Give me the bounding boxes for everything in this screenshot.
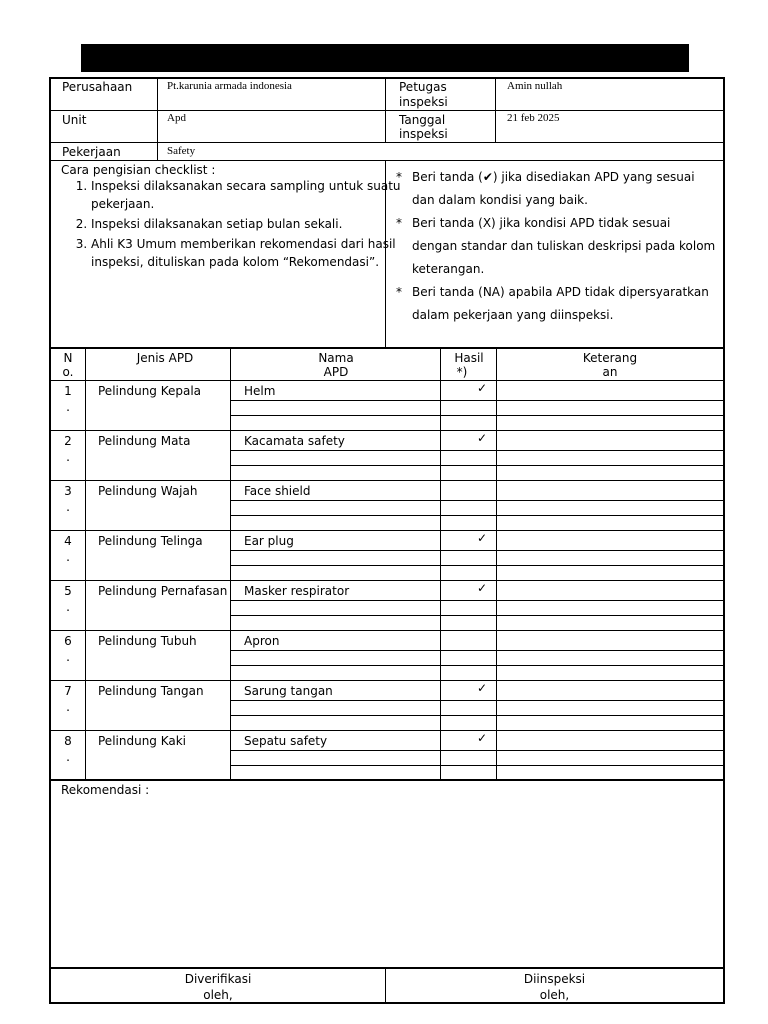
nama-apd-cell: Apron	[244, 634, 280, 648]
marking-legend	[396, 166, 716, 327]
jenis-apd-cell: Pelindung Tangan	[98, 684, 204, 698]
diverifikasi-line2: oleh,	[203, 988, 233, 1002]
petugas-value: Amin nullah	[507, 80, 563, 92]
row-number-dot: .	[66, 700, 70, 714]
col-jenis-header: Jenis APD	[136, 351, 194, 365]
nama-apd-cell: Sepatu safety	[244, 734, 328, 748]
rekomendasi-label: Rekomendasi :	[61, 783, 150, 797]
perusahaan-label: Perusahaan	[62, 80, 133, 94]
tanggal-label-line1: Tanggal	[399, 113, 446, 127]
jenis-apd-cell: Pelindung Telinga	[98, 534, 203, 548]
col-no-line1: N	[63, 351, 73, 365]
row-number: 6	[64, 634, 72, 648]
nama-apd-cell: Helm	[244, 384, 276, 398]
jenis-apd-cell: Pelindung Mata	[98, 434, 191, 448]
instruction-item: 1. Inspeksi dilaksanakan secara sampling untuk suatu pekerjaan.	[91, 177, 411, 213]
legend-item-check: * Beri tanda (✔) jika disediakan APD yang sesuai dan dalam kondisi yang baik.	[396, 166, 716, 212]
row-number-dot: .	[66, 400, 70, 414]
row-number-dot: .	[66, 750, 70, 764]
instructions-list	[61, 177, 411, 273]
nama-apd-cell: Ear plug	[244, 534, 294, 548]
col-keterangan-line2: an	[602, 365, 618, 379]
diverifikasi-line1: Diverifikasi	[184, 972, 252, 986]
row-number-dot: .	[66, 550, 70, 564]
rekomendasi-area[interactable]	[51, 800, 723, 967]
asterisk-icon: *	[396, 170, 402, 184]
col-hasil-line1: Hasil	[454, 351, 484, 365]
nama-apd-cell: Sarung tangan	[244, 684, 333, 698]
row-number: 3	[64, 484, 72, 498]
row-number: 5	[64, 584, 72, 598]
row-number-dot: .	[66, 500, 70, 514]
redacted-title-bar	[81, 44, 689, 72]
diinspeksi-line1: Diinspeksi	[523, 972, 586, 986]
col-keterangan-line1: Keterang	[582, 351, 638, 365]
unit-label: Unit	[62, 113, 87, 127]
col-no-line2: o.	[62, 365, 74, 379]
instructions-title: Cara pengisian checklist :	[61, 163, 216, 177]
pekerjaan-value: Safety	[167, 145, 196, 157]
row-number: 7	[64, 684, 72, 698]
instruction-item: 2. Inspeksi dilaksanakan setiap bulan sekali.	[91, 215, 411, 233]
check-mark-icon[interactable]: ✓	[477, 581, 488, 595]
row-number-dot: .	[66, 450, 70, 464]
check-mark-icon[interactable]: ✓	[477, 681, 488, 695]
row-number-dot: .	[66, 600, 70, 614]
pekerjaan-label: Pekerjaan	[62, 145, 121, 159]
check-mark-icon[interactable]: ✓	[477, 531, 488, 545]
row-number-dot: .	[66, 650, 70, 664]
check-mark-icon[interactable]: ✓	[477, 731, 488, 745]
col-nama-line1: Nama	[318, 351, 354, 365]
diinspeksi-line2: oleh,	[539, 988, 570, 1002]
jenis-apd-cell: Pelindung Pernafasan	[98, 584, 228, 598]
nama-apd-cell: Face shield	[244, 484, 311, 498]
tanggal-value: 21 feb 2025	[507, 112, 560, 124]
nama-apd-cell: Masker respirator	[244, 584, 350, 598]
jenis-apd-cell: Pelindung Wajah	[98, 484, 198, 498]
row-number: 4	[64, 534, 72, 548]
jenis-apd-cell: Pelindung Kaki	[98, 734, 187, 748]
row-number: 8	[64, 734, 72, 748]
asterisk-icon: *	[396, 285, 402, 299]
nama-apd-cell: Kacamata safety	[244, 434, 345, 448]
row-number: 1	[64, 384, 72, 398]
legend-item-na: * Beri tanda (NA) apabila APD tidak dipersyaratkan dalam pekerjaan yang diinspeksi.	[396, 281, 716, 327]
row-number: 2	[64, 434, 72, 448]
check-mark-icon[interactable]: ✓	[477, 381, 488, 395]
jenis-apd-cell: Pelindung Kepala	[98, 384, 202, 398]
legend-item-x: * Beri tanda (X) jika kondisi APD tidak sesuai dengan standar dan tuliskan deskripsi pada kolom keterangan.	[396, 212, 716, 281]
col-nama-line2: APD	[323, 365, 349, 379]
petugas-label-line1: Petugas	[399, 80, 447, 94]
asterisk-icon: *	[396, 216, 402, 230]
check-mark-icon[interactable]: ✓	[477, 431, 488, 445]
jenis-apd-cell: Pelindung Tubuh	[98, 634, 197, 648]
perusahaan-value: Pt.karunia armada indonesia	[167, 80, 292, 92]
petugas-label-line2: inspeksi	[399, 95, 448, 109]
tanggal-label-line2: inspeksi	[399, 127, 448, 141]
unit-value: Apd	[167, 112, 186, 124]
instruction-item: 3. Ahli K3 Umum memberikan rekomendasi dari hasil inspeksi, dituliskan pada kolom “Rekomendasi”.	[91, 235, 411, 271]
col-hasil-line2: *)	[456, 365, 468, 379]
